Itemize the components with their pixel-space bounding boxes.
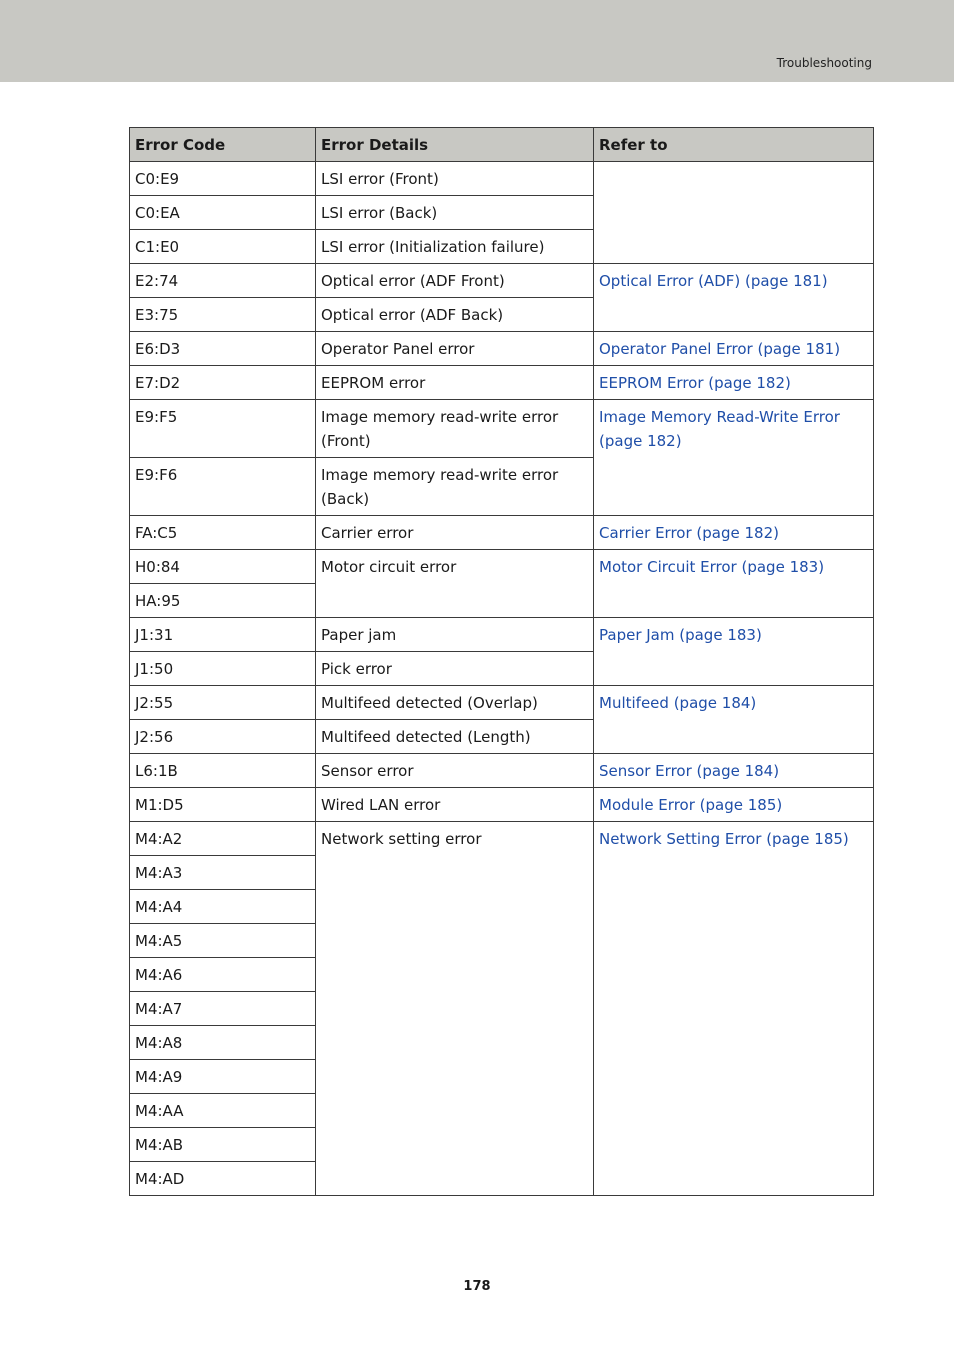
- error-details: Network setting error: [316, 822, 594, 1196]
- error-code: E9:F5: [130, 400, 316, 458]
- error-code: M4:A5: [130, 924, 316, 958]
- error-code: FA:C5: [130, 516, 316, 550]
- error-details: Multifeed detected (Length): [316, 720, 594, 754]
- header-error-code: Error Code: [130, 128, 316, 162]
- error-details: Pick error: [316, 652, 594, 686]
- error-code: M4:AD: [130, 1162, 316, 1196]
- error-code: E7:D2: [130, 366, 316, 400]
- error-code: M1:D5: [130, 788, 316, 822]
- error-details: Operator Panel error: [316, 332, 594, 366]
- table-row: [130, 400, 874, 458]
- refer-to-cell: [594, 754, 874, 788]
- refer-to-link[interactable]: Network Setting Error (page 185): [599, 830, 849, 848]
- refer-to-cell: [594, 686, 874, 754]
- error-code-table: [129, 127, 874, 1196]
- error-code: M4:A8: [130, 1026, 316, 1060]
- error-code: C0:EA: [130, 196, 316, 230]
- error-code: M4:AB: [130, 1128, 316, 1162]
- error-code: J2:55: [130, 686, 316, 720]
- table-row: [130, 516, 874, 550]
- refer-to-cell: [594, 516, 874, 550]
- refer-to-link[interactable]: Carrier Error (page 182): [599, 524, 779, 542]
- error-code: E9:F6: [130, 458, 316, 516]
- error-details: Image memory read-write error (Front): [316, 400, 594, 458]
- error-code: M4:A4: [130, 890, 316, 924]
- table-row: [130, 366, 874, 400]
- error-code: C0:E9: [130, 162, 316, 196]
- refer-to-cell: [594, 550, 874, 618]
- error-code: L6:1B: [130, 754, 316, 788]
- page-number: 178: [463, 1279, 491, 1294]
- table-row: [130, 162, 874, 196]
- error-code: E2:74: [130, 264, 316, 298]
- refer-to-cell: [594, 366, 874, 400]
- refer-to-cell: [594, 264, 874, 332]
- refer-to-cell: [594, 332, 874, 366]
- refer-to-link[interactable]: Module Error (page 185): [599, 796, 783, 814]
- refer-to-cell: [594, 788, 874, 822]
- error-details: Wired LAN error: [316, 788, 594, 822]
- error-details: Paper jam: [316, 618, 594, 652]
- table-row: [130, 264, 874, 298]
- error-details: Optical error (ADF Back): [316, 298, 594, 332]
- error-code: M4:A3: [130, 856, 316, 890]
- table-row: [130, 332, 874, 366]
- error-code: J1:31: [130, 618, 316, 652]
- table-header-row: [130, 128, 874, 162]
- error-code: E6:D3: [130, 332, 316, 366]
- error-details: Image memory read-write error (Back): [316, 458, 594, 516]
- refer-to-link[interactable]: Paper Jam (page 183): [599, 626, 762, 644]
- error-details: LSI error (Initialization failure): [316, 230, 594, 264]
- error-details: Motor circuit error: [316, 550, 594, 618]
- table-row: [130, 754, 874, 788]
- refer-to-link[interactable]: Optical Error (ADF) (page 181): [599, 272, 828, 290]
- refer-to-link[interactable]: Image Memory Read-Write Error (page 182): [599, 408, 840, 450]
- table-row: [130, 822, 874, 856]
- error-code: M4:A7: [130, 992, 316, 1026]
- error-code: J1:50: [130, 652, 316, 686]
- header-error-details: Error Details: [316, 128, 594, 162]
- error-code: HA:95: [130, 584, 316, 618]
- refer-to-link[interactable]: Sensor Error (page 184): [599, 762, 780, 780]
- error-details: Carrier error: [316, 516, 594, 550]
- error-code: M4:A6: [130, 958, 316, 992]
- error-details: Multifeed detected (Overlap): [316, 686, 594, 720]
- error-code: C1:E0: [130, 230, 316, 264]
- error-details: Optical error (ADF Front): [316, 264, 594, 298]
- table-row: [130, 550, 874, 584]
- refer-to-cell: [594, 400, 874, 516]
- error-code: H0:84: [130, 550, 316, 584]
- error-details: LSI error (Back): [316, 196, 594, 230]
- error-details: EEPROM error: [316, 366, 594, 400]
- refer-to-link[interactable]: Motor Circuit Error (page 183): [599, 558, 825, 576]
- error-code: J2:56: [130, 720, 316, 754]
- error-code: M4:A9: [130, 1060, 316, 1094]
- error-code: M4:A2: [130, 822, 316, 856]
- refer-to-cell: [594, 618, 874, 686]
- table-row: [130, 618, 874, 652]
- refer-to-cell: [594, 162, 874, 264]
- refer-to-cell: [594, 822, 874, 1196]
- table-row: [130, 788, 874, 822]
- section-title: Troubleshooting: [776, 56, 872, 70]
- error-code: M4:AA: [130, 1094, 316, 1128]
- error-code: E3:75: [130, 298, 316, 332]
- refer-to-link[interactable]: Multifeed (page 184): [599, 694, 757, 712]
- header-refer-to: Refer to: [594, 128, 874, 162]
- error-details: Sensor error: [316, 754, 594, 788]
- refer-to-link[interactable]: Operator Panel Error (page 181): [599, 340, 841, 358]
- refer-to-link[interactable]: EEPROM Error (page 182): [599, 374, 791, 392]
- error-details: LSI error (Front): [316, 162, 594, 196]
- table-row: [130, 686, 874, 720]
